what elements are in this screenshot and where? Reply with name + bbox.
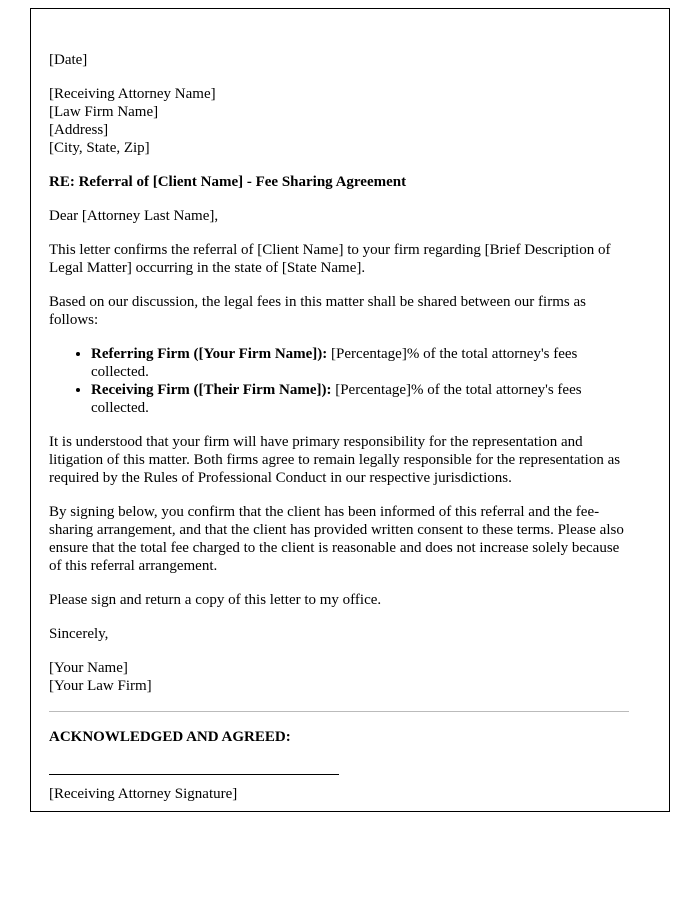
list-item-referring-firm bbox=[91, 345, 629, 381]
sender-block bbox=[49, 659, 629, 695]
paragraph-responsibility: It is understood that your firm will have primary responsibility for the representation and litigation of this matter. Both firms agree to remain legally responsible for the representation as required by the Rules of Professional Conduct in our respective jurisdictions. bbox=[49, 434, 621, 486]
closing: Sincerely, bbox=[49, 626, 109, 642]
referring-firm-text: [Percentage]% of the total attorney's fees collected. bbox=[91, 346, 578, 380]
receiving-firm-label: Receiving Firm ([Their Firm Name]): bbox=[91, 382, 332, 398]
recipient-name: [Receiving Attorney Name] bbox=[49, 86, 216, 102]
paragraph-return: Please sign and return a copy of this letter to my office. bbox=[49, 592, 382, 608]
referring-firm-label: Referring Firm ([Your Firm Name]): bbox=[91, 346, 328, 362]
paragraph-fees-intro: Based on our discussion, the legal fees in this matter shall be shared between our firms as follows: bbox=[49, 294, 586, 328]
paragraph-referral: This letter confirms the referral of [Client Name] to your firm regarding [Brief Description of Legal Matter] occurring in the state of [State Name]. bbox=[49, 242, 611, 276]
recipient-city-state-zip: [City, State, Zip] bbox=[49, 140, 150, 156]
fee-sharing-list bbox=[49, 345, 629, 417]
signature-label: [Receiving Attorney Signature] bbox=[49, 786, 238, 802]
recipient-firm: [Law Firm Name] bbox=[49, 104, 159, 120]
recipient-address: [Address] bbox=[49, 122, 109, 138]
subject-line: RE: Referral of [Client Name] - Fee Sharing Agreement bbox=[49, 174, 407, 190]
receiving-firm-text: [Percentage]% of the total attorney's fees collected. bbox=[91, 382, 582, 416]
letter-page bbox=[30, 8, 670, 812]
sender-firm: [Your Law Firm] bbox=[49, 678, 152, 694]
sender-name: [Your Name] bbox=[49, 660, 128, 676]
list-item-receiving-firm bbox=[91, 381, 629, 417]
salutation: Dear [Attorney Last Name], bbox=[49, 208, 219, 224]
section-divider bbox=[49, 711, 629, 712]
date-line: [Date] bbox=[49, 52, 88, 68]
acknowledged-heading: ACKNOWLEDGED AND AGREED: bbox=[49, 729, 291, 745]
signature-line bbox=[49, 774, 339, 775]
recipient-block bbox=[49, 85, 629, 157]
paragraph-consent: By signing below, you confirm that the client has been informed of this referral and the fee-sharing arrangement, and that the client has provided written consent to these terms. Please also ensure that the total fee charged to the client is reasonable and does not increase solely because of this referral arrangement. bbox=[49, 504, 624, 574]
